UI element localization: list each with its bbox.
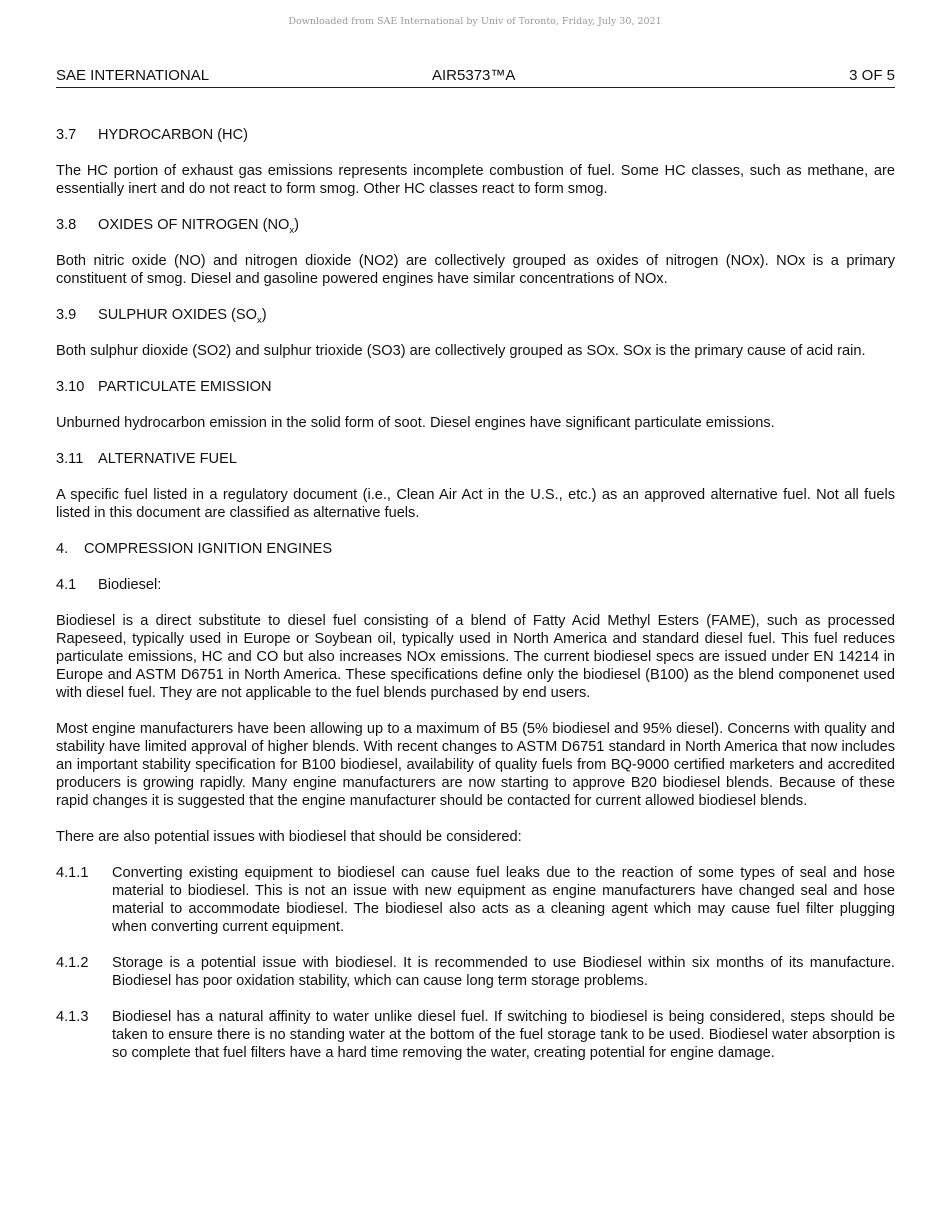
section-3-9-heading <box>56 306 895 324</box>
section-3-11-heading <box>56 450 895 468</box>
page-header <box>56 65 895 88</box>
section-3-8-body: Both nitric oxide (NO) and nitrogen dioxide (NO2) are collectively grouped as oxides of nitrogen (NOx). NOx is a primary constituent of smog. Diesel and gasoline powered engines have similar concentrations of NOx. <box>56 253 895 287</box>
section-number: 3.10 <box>56 379 85 395</box>
item-text: Storage is a potential issue with biodiesel. It is recommended to use Biodiesel within six months of its manufacture. Biodiesel has poor oxidation stability, which can cause long term storage problems. <box>112 955 895 989</box>
section-4-1-paragraph-1: Biodiesel is a direct substitute to diesel fuel consisting of a blend of Fatty Acid Methyl Esters (FAME), such as processed Rapeseed, typically used in Europe or Soybean oil, typically used in North America and standard diesel fuel. This fuel reduces particulate emissions, HC and CO but also increases NOx emissions. The current biodiesel specs are issued under EN 14214 in Europe and ASTM D6751 in North America. These specifications define only the biodiesel (B100) as the blend componenet used with diesel fuel. They are not applicable to the fuel blends purchased by end users. <box>56 613 895 701</box>
section-title: COMPRESSION IGNITION ENGINES <box>84 541 333 557</box>
section-number: 3.8 <box>56 217 77 233</box>
section-title-close: ) <box>294 217 299 233</box>
item-number: 4.1.2 <box>56 955 89 971</box>
section-3-7-body: The HC portion of exhaust gas emissions represents incomplete combustion of fuel. Some HC classes, such as methane, are essentially inert and do not react to form smog. Other HC classes react to form smog. <box>56 163 895 197</box>
section-3-8-heading <box>56 216 895 234</box>
header-org: SAE INTERNATIONAL <box>56 67 210 84</box>
section-title: Biodiesel: <box>98 577 162 593</box>
section-number: 3.11 <box>56 451 84 467</box>
section-4-heading <box>56 540 895 558</box>
item-number: 4.1.3 <box>56 1009 89 1025</box>
list-item-4-1-2 <box>56 954 895 990</box>
item-text: Biodiesel has a natural affinity to water unlike diesel fuel. If switching to biodiesel is being considered, steps should be taken to ensure there is no standing water at the bottom of the fuel storage tank to be used. Biodiesel water absorption is so complete that fuel filters have a hard time removing the water, creating potential for engine damage. <box>112 1009 895 1061</box>
header-doc-id: AIR5373™A <box>432 67 516 84</box>
section-4-1-paragraph-2: Most engine manufacturers have been allowing up to a maximum of B5 (5% biodiesel and 95% diesel). Concerns with quality and stability have limited approval of higher blends. With recent changes to ASTM D6751 standard in North America that now includes an important stability specification for B100 biodiesel, availability of quality fuels from BQ-9000 certified marketers and accredited producers is growing rapidly. Many engine manufacturers are now starting to approve B20 biodiesel blends. Because of these rapid changes it is suggested that the engine manufacturer should be contacted for current allowed biodiesel blends. <box>56 721 895 809</box>
subscript: x <box>256 314 262 326</box>
section-3-11-body: A specific fuel listed in a regulatory document (i.e., Clean Air Act in the U.S., etc.) as an approved alternative fuel. Not all fuels listed in this document are classified as alternative fuels. <box>56 487 895 521</box>
section-title-close: ) <box>261 307 267 323</box>
section-title: HYDROCARBON (HC) <box>98 127 248 143</box>
section-title: ALTERNATIVE FUEL <box>98 451 237 467</box>
section-3-10-body: Unburned hydrocarbon emission in the solid form of soot. Diesel engines have significant particulate emissions. <box>56 415 775 431</box>
section-number: 3.9 <box>56 307 77 323</box>
section-4-1-paragraph-3: There are also potential issues with biodiesel that should be considered: <box>56 829 522 845</box>
document-body <box>56 126 895 1080</box>
section-3-9-body: Both sulphur dioxide (SO2) and sulphur trioxide (SO3) are collectively grouped as SOx. SOx is the primary cause of acid rain. <box>56 343 866 359</box>
section-number: 4.1 <box>56 577 77 593</box>
download-watermark: Downloaded from SAE International by Univ of Toronto, Friday, July 30, 2021 <box>288 16 662 27</box>
section-3-10-heading <box>56 378 895 396</box>
section-number: 4. <box>56 541 69 557</box>
section-title: PARTICULATE EMISSION <box>98 379 272 395</box>
list-item-4-1-1 <box>56 864 895 936</box>
section-number: 3.7 <box>56 127 77 143</box>
item-text: Converting existing equipment to biodiesel can cause fuel leaks due to the reaction of some types of seal and hose material to biodiesel. This is not an issue with new equipment as engine manufacturers have changed seal and hose material to accommodate biodiesel. The biodiesel also acts as a cleaning agent which may cause fuel filter plugging when converting current equipment. <box>112 865 895 935</box>
list-item-4-1-3 <box>56 1008 895 1062</box>
section-3-7-heading <box>56 126 895 144</box>
section-title: OXIDES OF NITROGEN (NO <box>98 217 290 233</box>
section-4-1-heading <box>56 576 895 594</box>
section-title: SULPHUR OXIDES (SO <box>98 307 257 323</box>
item-number: 4.1.1 <box>56 865 89 881</box>
subscript: x <box>289 224 295 236</box>
header-page-number: 3 OF 5 <box>849 67 895 84</box>
